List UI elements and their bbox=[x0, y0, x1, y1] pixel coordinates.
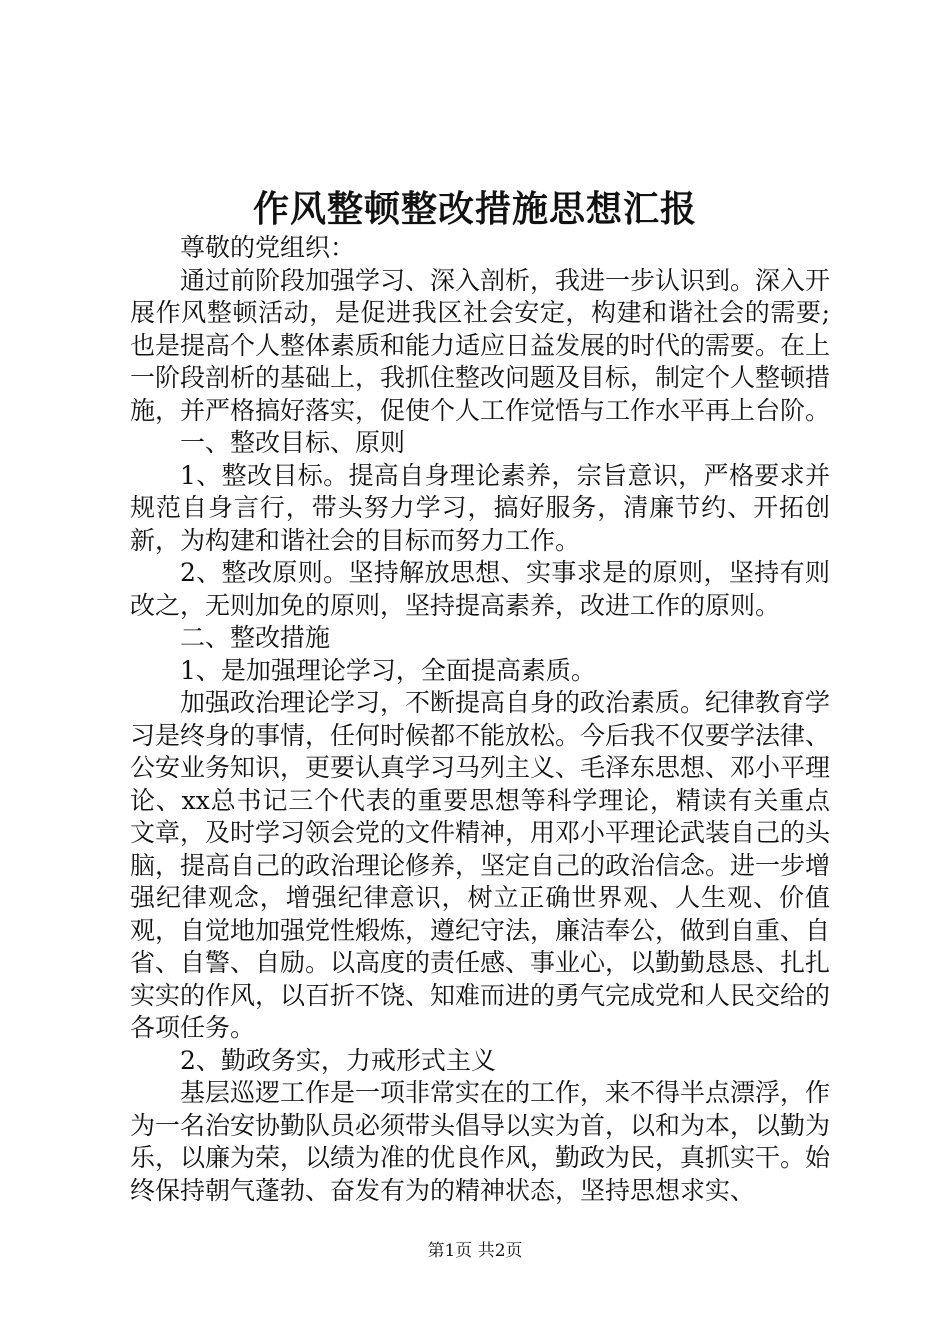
salutation: 尊敬的党组织： bbox=[180, 233, 356, 262]
body-paragraph: 基层巡逻工作是一项非常实在的工作，来不得半点漂浮，作为一名治安协勤队员必须带头倡导以实为首，以和为本，以勤为乐，以廉为荣，以绩为准的优良作风，勤政为民，真抓实干。始终保持朝气蓬勃、奋发有为的精神状态，坚持思想求实、 bbox=[130, 1078, 831, 1205]
page-footer: 第1页 共2页 bbox=[427, 1241, 523, 1261]
document-title: 作风整顿整改措施思想汇报 bbox=[252, 188, 697, 230]
body-paragraph: 2、整改原则。坚持解放思想、实事求是的原则，坚持有则改之，无则加免的原则，坚持提高素养，改进工作的原则。 bbox=[130, 558, 830, 620]
document-body bbox=[130, 232, 830, 1207]
subsection-heading: 1、是加强理论学习，全面提高素质。 bbox=[180, 655, 596, 685]
body-paragraph: 通过前阶段加强学习、深入剖析，我进一步认识到。深入开展作风整顿活动，是促进我区社会安定，构建和谐社会的需要;也是提高个人整体素质和能力适应日益发展的时代的需要。在上一阶段剖析的基础上，我抓住整改问题及目标，制定个人整顿措施，并严格搞好落实，促使个人工作觉悟与工作水平再上台阶。 bbox=[130, 265, 831, 425]
body-paragraph: 1、整改目标。提高自身理论素养，宗旨意识，严格要求并规范自身言行，带头努力学习，搞好服务，清廉节约、开拓创新，为构建和谐社会的目标而努力工作。 bbox=[130, 460, 830, 555]
section-heading: 一、整改目标、原则 bbox=[180, 428, 406, 457]
section-heading: 二、整改措施 bbox=[180, 623, 331, 652]
body-paragraph: 加强政治理论学习，不断提高自身的政治素质。纪律教育学习是终身的事情，任何时候都不能放松。今后我不仅要学法律、公安业务知识，更要认真学习马列主义、毛泽东思想、邓小平理论、xx总书记三个代表的重要思想等科学理论，精读有关重点文章，及时学习领会党的文件精神，用邓小平理论武装自己的头脑，提高自己的政治理论修养，坚定自己的政治信念。进一步增强纪律观念，增强纪律意识，树立正确世界观、人生观、价值观，自觉地加强党性煅炼，遵纪守法，廉洁奉公，做到自重、自省、自警、自励。以高度的责任感、事业心，以勤勤恳恳、扎扎实实的作风，以百折不饶、知难而进的勇气完成党和人民交给的各项任务。 bbox=[130, 688, 831, 1042]
subsection-heading: 2、勤政务实，力戒形式主义 bbox=[180, 1045, 496, 1075]
